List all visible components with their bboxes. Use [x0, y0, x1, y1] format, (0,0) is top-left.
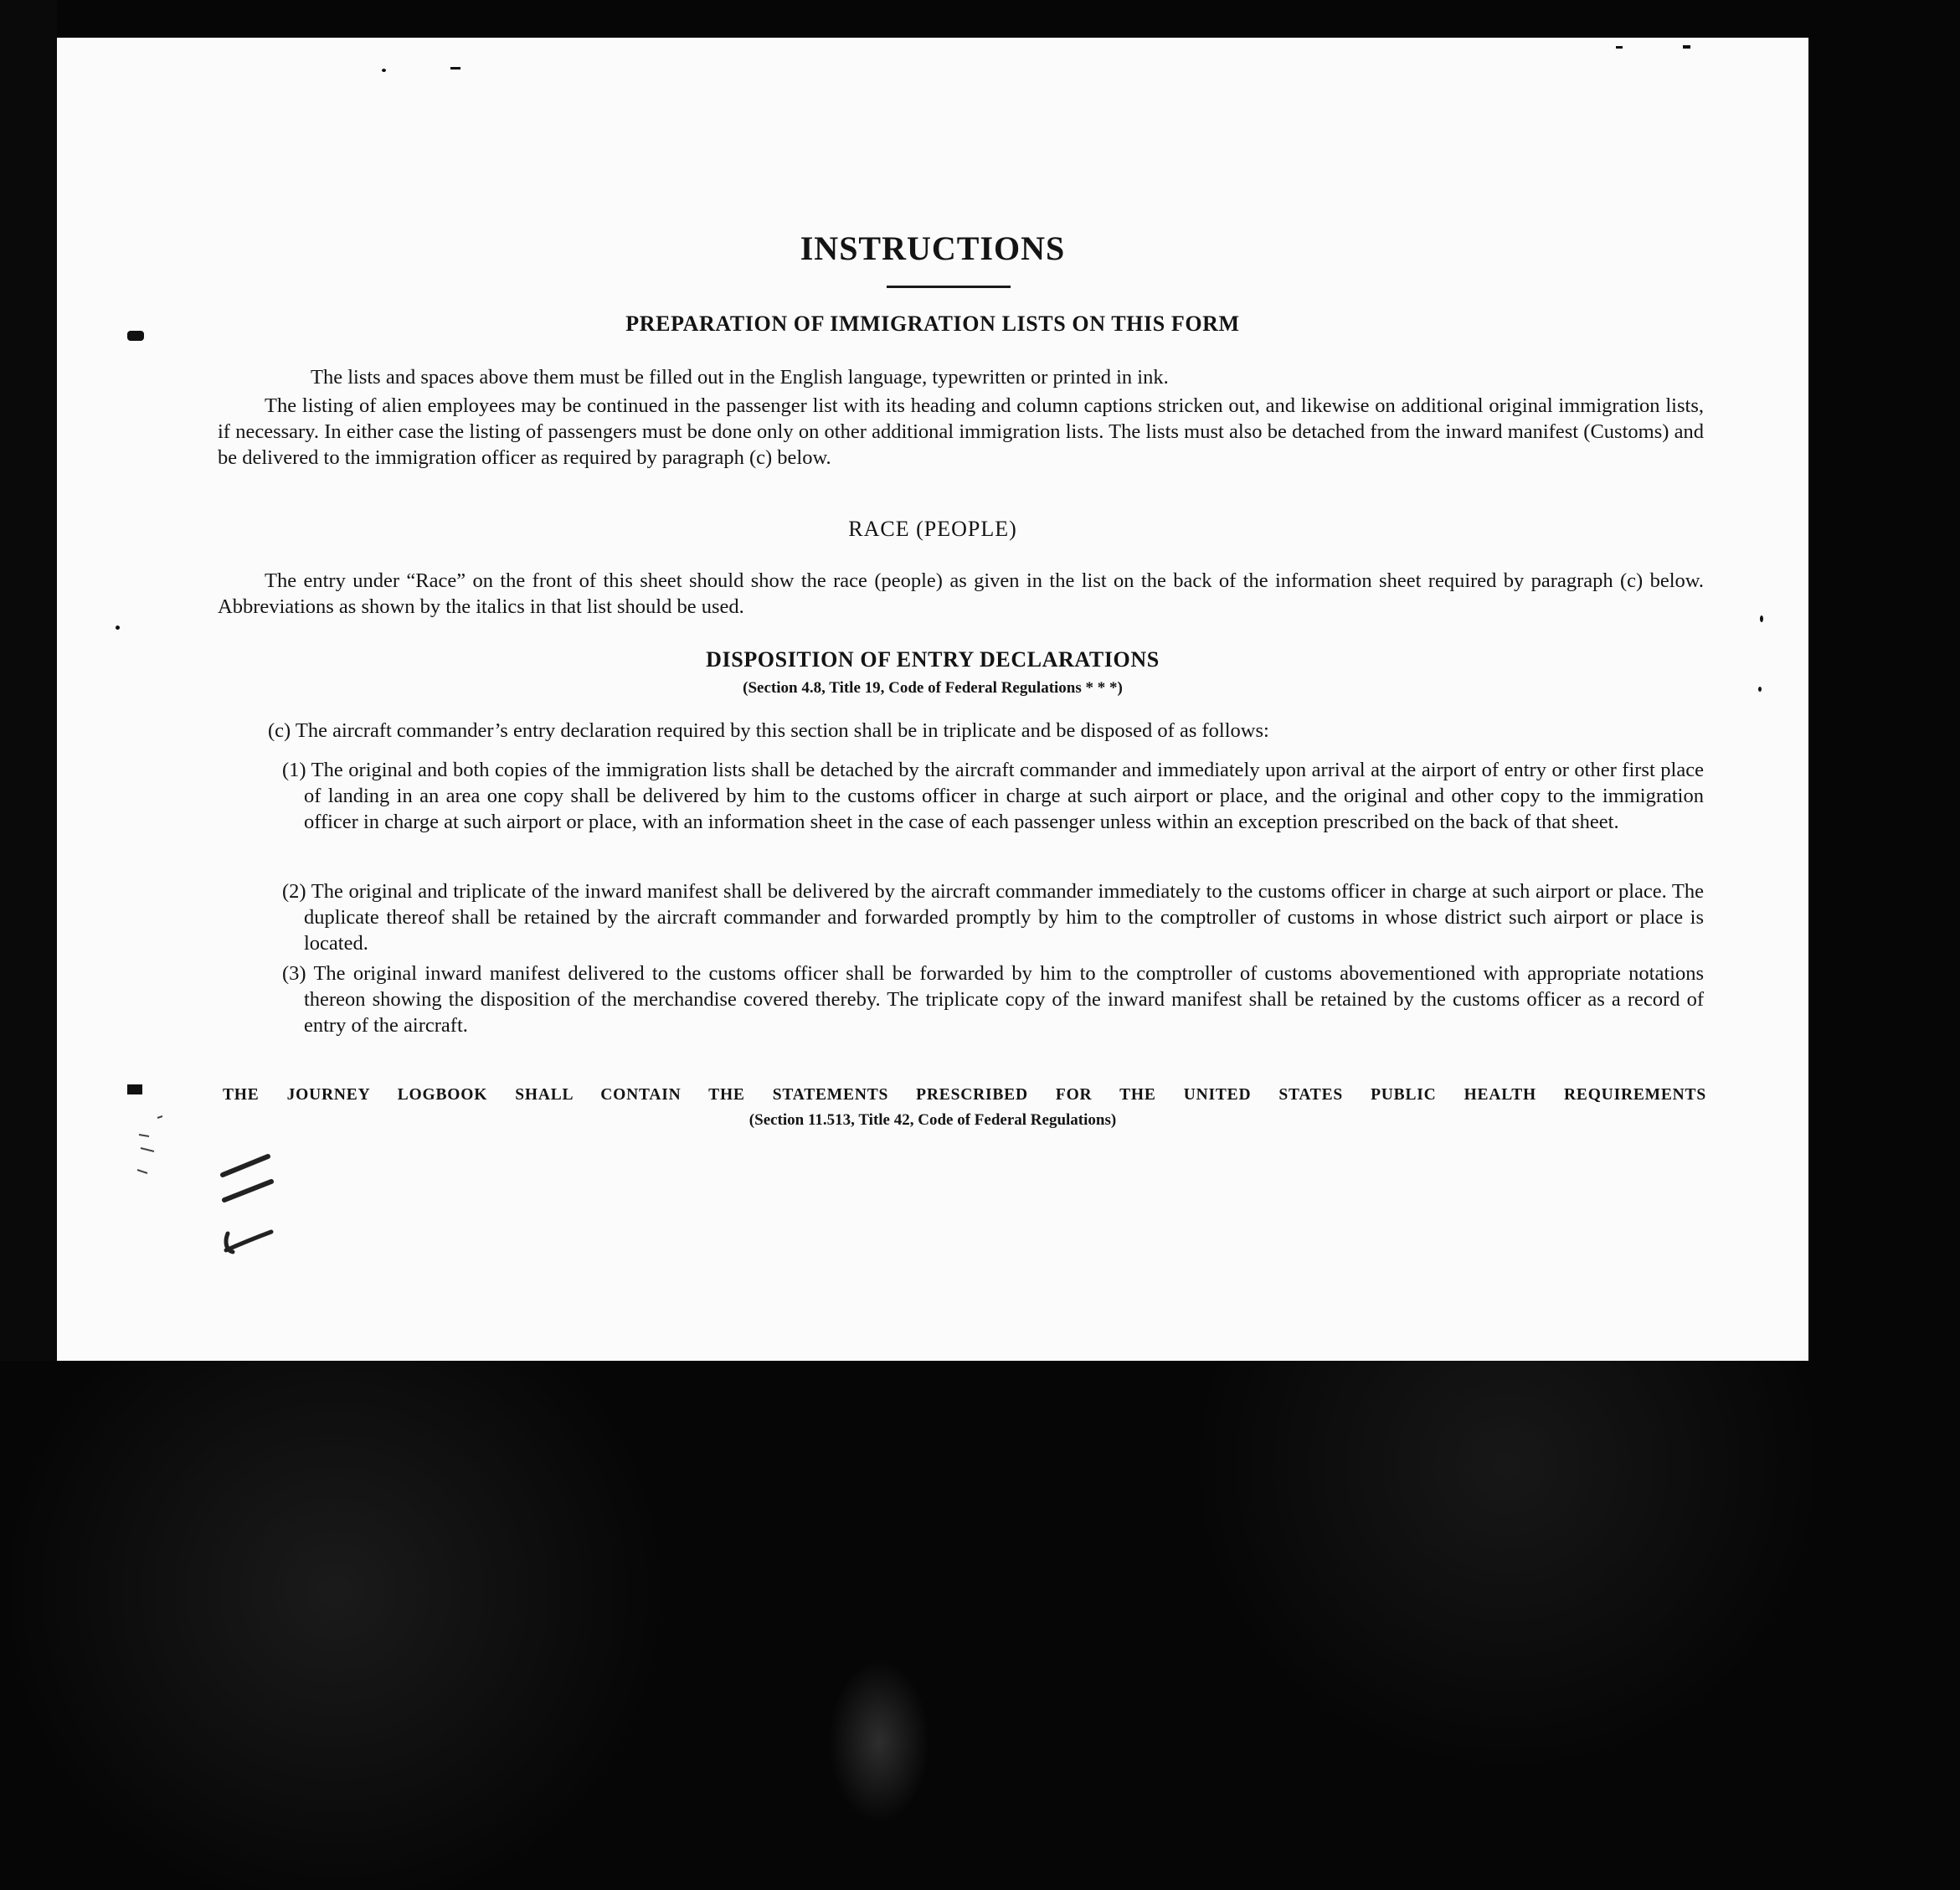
- handwritten-mark: [216, 1151, 291, 1260]
- scan-speck: [1616, 46, 1623, 49]
- page-title: INSTRUCTIONS: [800, 229, 1066, 267]
- scan-speck: [382, 69, 386, 72]
- health-requirements-statement: THE JOURNEY LOGBOOK SHALL CONTAIN THE STATEMENTS PRESCRIBED FOR THE UNITED STATES PUBLIC HEALTH REQUIREMENTS: [223, 1086, 1706, 1104]
- race-heading: RACE (PEOPLE): [848, 517, 1017, 541]
- race-paragraph: The entry under “Race” on the front of this sheet should show the race (people) as given in the list on the back of the information sheet required by paragraph (c) below. Abbreviations as shown by the italics in that list should be used.: [218, 569, 1704, 618]
- preparation-paragraph-1: The lists and spaces above them must be filled out in the English language, typewritten or printed in ink.: [311, 366, 1169, 389]
- title-underline: [887, 286, 1011, 288]
- disposition-heading: DISPOSITION OF ENTRY DECLARATIONS: [706, 647, 1160, 672]
- document-sheet: [57, 38, 1808, 1361]
- scan-speck: [116, 626, 120, 630]
- scan-speck: [1683, 45, 1690, 49]
- punch-mark: [127, 1084, 142, 1094]
- preparation-heading: PREPARATION OF IMMIGRATION LISTS ON THIS FORM: [625, 312, 1240, 336]
- disposition-item-2: [282, 878, 1704, 956]
- scan-speck: [450, 67, 460, 70]
- disposition-item-3: [282, 960, 1704, 1038]
- health-citation: (Section 11.513, Title 42, Code of Federal Regulations): [749, 1111, 1117, 1129]
- scribble-mark: [132, 1101, 183, 1185]
- scan-shadow-band: [0, 0, 57, 1361]
- disposition-item-1: [282, 757, 1704, 835]
- item-number: (2): [282, 880, 306, 903]
- scan-speck: [1760, 615, 1763, 622]
- disposition-citation: (Section 4.8, Title 19, Code of Federal Regulations * * *): [743, 679, 1123, 697]
- preparation-paragraph-2: The listing of alien employees may be continued in the passenger list with its heading and column captions stricken out, and likewise on additional original immigration lists, if necessary. In either case the listing of passengers must be done only on other additional immigration lists. The lists must also be detached from the inward manifest (Customs) and be delivered to the immigration officer as required by paragraph (c) below.: [218, 394, 1704, 469]
- disposition-intro: (c) The aircraft commander’s entry declaration required by this section shall be in triplicate and be disposed of as follows:: [268, 719, 1269, 742]
- item-number: (3): [282, 962, 306, 985]
- item-text: The original inward manifest delivered to the customs officer shall be forwarded by him to the comptroller of customs abovementioned with appropriate notations thereon showing the disposition of the merchandise covered thereby. The triplicate copy of the inward manifest shall be retained by the customs officer as a record of entry of the aircraft.: [304, 962, 1704, 1037]
- item-number: (1): [282, 759, 306, 781]
- item-text: The original and triplicate of the inward manifest shall be delivered by the aircraft commander immediately to the customs officer in charge at such airport or place. The duplicate thereof shall be retained by the aircraft commander and forwarded promptly by him to the comptroller of customs in whose district such airport or place is located.: [304, 880, 1704, 955]
- item-text: The original and both copies of the immigration lists shall be detached by the aircraft commander and immediately upon arrival at the airport of entry or other first place of landing in an area one copy shall be delivered by him to the customs officer in charge at such airport or place, and the original and other copy to the immigration officer in charge at such airport or place, with an information sheet in the case of each passenger unless within an exception prescribed on the back of that sheet.: [304, 759, 1704, 833]
